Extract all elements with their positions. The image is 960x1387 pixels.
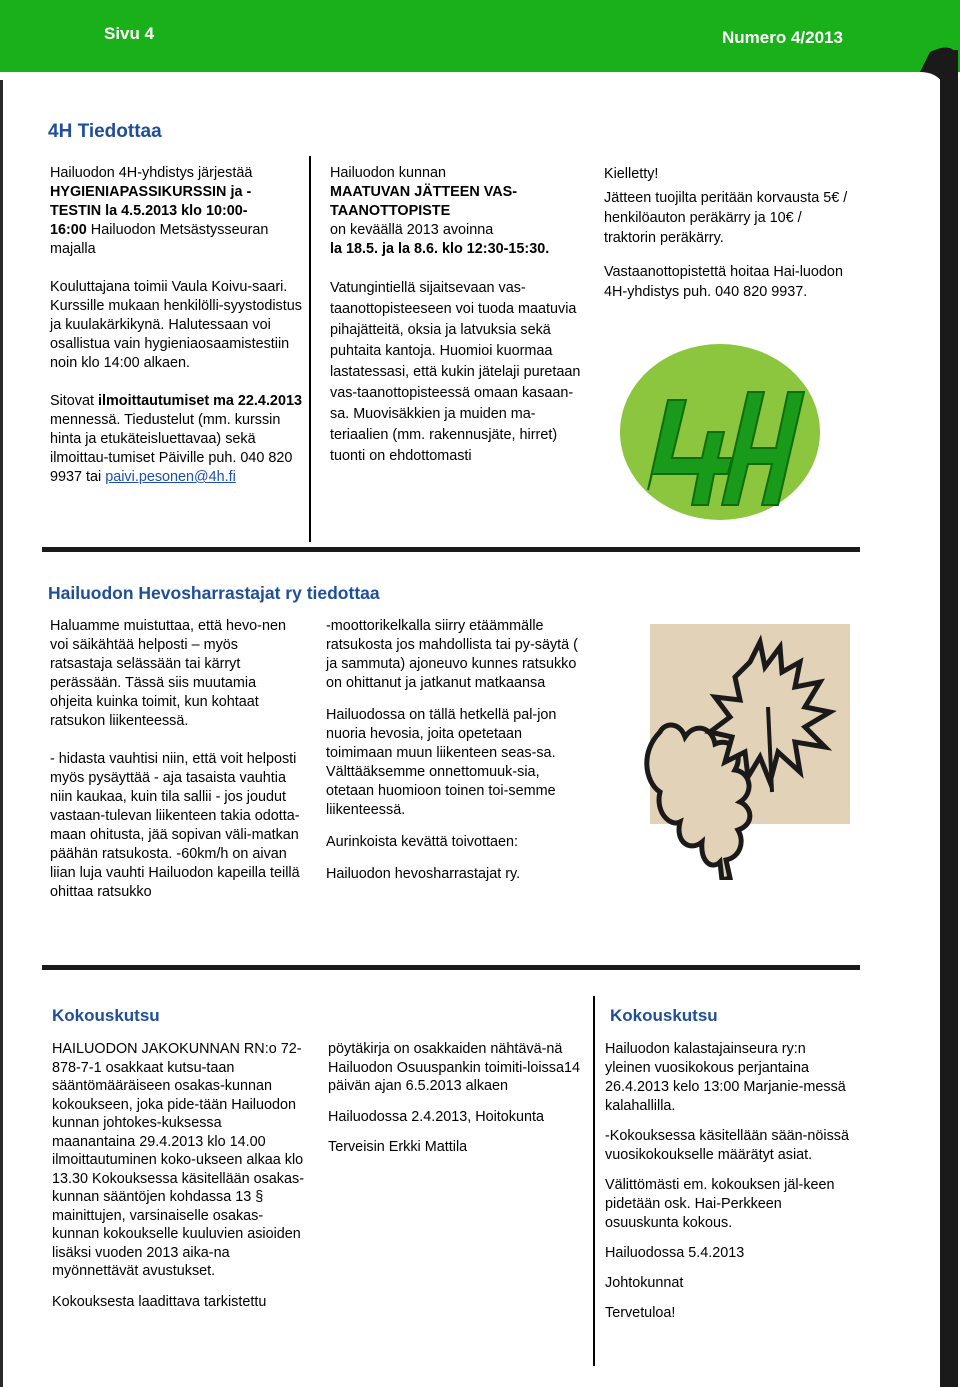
4h-column-1 [50,164,312,487]
board-signature: Hailuodossa 2.4.2013, Hoitokunta [328,1108,545,1125]
minutes-availability: pöytäkirja on osakkaiden nähtävä-nä Hailuodon Osuuspankin toimiti-loissa14 päivän ajan 6.5.2013 alkaen [328,1041,580,1094]
chair-signature: Terveisin Erkki Mattila [328,1139,468,1155]
section-title-horse: Hailuodon Hevosharrastajat ry tiedottaa [48,583,380,603]
meeting-column-1 [52,1040,304,1311]
meeting-column-2 [328,1040,583,1157]
email-link[interactable]: paivi.pesonen@4h.fi [105,469,236,485]
horse-column-2 [326,617,581,884]
issue-number: Numero 4/2013 [722,28,843,47]
meeting-column-3 [605,1040,855,1323]
fees-text: Jätteen tuojilta peritään korvausta 5€ / henkilöauton peräkärry ja 10€ / traktorin peräkärry. [604,190,848,246]
young-horses-text: Hailuodossa on tällä hetkellä pal-jon nuoria hevosia, joita opetetaan toimimaan muun liikenteen seas-sa. Välttääksemme onnettomuuk-sia, otetaan huomioon toinen toi-semme liikenteessä. [326,707,557,818]
course-line-3: TESTIN la 4.5.2013 klo 10:00- [50,203,248,219]
waste-instructions: Vatungintiellä sijaitsevaan vas-taanottopisteeseen voi tuoda maatuvia pihajätteitä, oksia ja latvuksia sekä puhtaita kantoja. Huomioi kuormaa lastatessasi, että kukin jätelaji puretaan vas-taanottopisteessä omaan kasaan-sa. Muovisäkkien ja muiden ma-teriaalien (mm. rakennusjäte, hirret) tuonti on ehdottomasti [330,280,581,464]
section-divider-1 [42,547,860,552]
waste-line-2: MAATUVAN JÄTTEEN VAS-TAANOTTOPISTE [330,184,518,219]
registration-deadline: ilmoittautumiset ma 22.4.2013 [98,393,302,409]
section-divider-2 [42,965,860,970]
page-number: Sivu 4 [104,24,155,43]
waste-line-3: on keväällä 2013 avoinna [330,222,494,238]
waste-dates: la 18.5. ja la 8.6. klo 12:30-15:30. [330,241,550,257]
course-trainer-text: Kouluttajana toimii Vaula Koivu-saari. Kurssille mukaan henkilölli-syystodistus ja kuulakärkikynä. Halutessaan voi osallistua vain hygieniaosaamistestiin noin klo 14:00 alkaen. [50,279,302,371]
waste-announcement [330,164,585,259]
greeting-text: Aurinkoista kevättä toivottaen: [326,834,518,850]
course-registration-text [50,392,312,487]
course-line-1: Hailuodon 4H-yhdistys järjestää [50,165,253,181]
horse-intro: Haluamme muistuttaa, että hevo-nen voi säikähtää helposti – myös ratsastaja selässään tai kärryt perässään. Tässä siis muutamia ohjeita kuinka toimit, kun kohtaat ratsukon liikenteessä. [50,618,286,729]
4h-column-3 [604,164,854,302]
4h-logo [610,340,830,525]
horse-signature: Hailuodon hevosharrastajat ry. [326,866,521,882]
horse-instructions: - hidasta vauhtisi niin, että voit helposti myös pysäyttää - aja tasaista vauhtia niin kaukaa, kuin tila sallii - jos joudut vastaan-tulevan liikenteen takia odotta-maan ohitusta, jää sopivan väli-matkan päähän ratsukosta. -60km/h on aivan liian luja vauhti Hailuodon kapeilla teillä ohittaa ratsukko [50,751,300,900]
left-frame-border [0,80,3,1387]
horse-column-1 [50,617,300,902]
jakokunta-minutes: Kokouksesta laadittava tarkistettu [52,1293,267,1310]
meeting-title-left: Kokouskutsu [52,1006,160,1025]
registration-pre: Sitovat [50,393,98,409]
meeting-title-right: Kokouskutsu [610,1006,718,1025]
leaves-clipart [600,612,858,880]
right-frame-border [940,50,958,1387]
forbidden-text: Kielletty! [604,166,659,182]
operator-text: Vastaanottopistettä hoitaa Hai-luodon 4H-yhdistys puh. 040 820 9937. [604,264,843,300]
fishing-club-signature: Johtokunnat [605,1275,684,1291]
fishing-club-date: Hailuodossa 5.4.2013 [605,1245,745,1261]
column-divider [309,156,311,542]
course-time: 16:00 [50,222,87,238]
course-place: Hailuodon Metsästysseuran [86,222,269,238]
course-line-2: HYGIENIAPASSIKURSSIN ja - [50,184,252,200]
snowmobile-text: -moottorikelkalla siirry etäämmälle ratsukosta jos mahdollista tai py-säytä ( ja sammuta) ajoneuvo kunnes ratsukko on ohittanut ja jatkanut matkaansa [326,618,578,691]
welcome-text: Tervetuloa! [605,1305,676,1321]
fishing-club-agenda: -Kokouksessa käsitellään sään-nöissä vuosikokoukselle määrätyt asiat. [605,1128,849,1163]
4h-column-2 [330,164,585,467]
header-curve [0,0,960,120]
cooperative-meeting: Välittömästi em. kokouksen jäl-keen pidetään osk. Hai-Perkkeen osuuskunta kokous. [605,1177,835,1231]
jakokunta-invitation: HAILUODON JAKOKUNNAN RN:o 72-878-7-1 osakkaat kutsu-taan sääntömääräiseen osakas-kunnan kokoukseen, joka pide-tään Hailuodon kunnan johtokes-kuksessa maanantaina 29.4.2013 klo 14.00 ilmoittautuminen koko-ukseen alkaa klo 13.30 Kokouksessa käsitellään osakas-kunnan sääntöjen kohdassa 13 § mainittujen, varsinaiselle osakas-kunnan kokoukselle kuuluvien asioiden lisäksi vuoden 2013 aika-na myönnettävät avustukset. [52,1041,304,1279]
course-announcement [50,164,312,259]
meeting-column-divider [593,996,595,1366]
waste-line-1: Hailuodon kunnan [330,165,447,181]
section-title-4h: 4H Tiedottaa [48,121,162,142]
course-venue: majalla [50,241,96,257]
fishing-club-invitation: Hailuodon kalastajainseura ry:n yleinen vuosikokous perjantaina 26.4.2013 kelo 13:00 Marjanie-messä kalahallilla. [605,1041,846,1114]
registration-post: mennessä. Tiedustelut (mm. kurssin hinta ja etukäteisluettavaa) sekä ilmoittau-tumiset Päiville puh. 040 820 9937 tai [50,412,293,485]
